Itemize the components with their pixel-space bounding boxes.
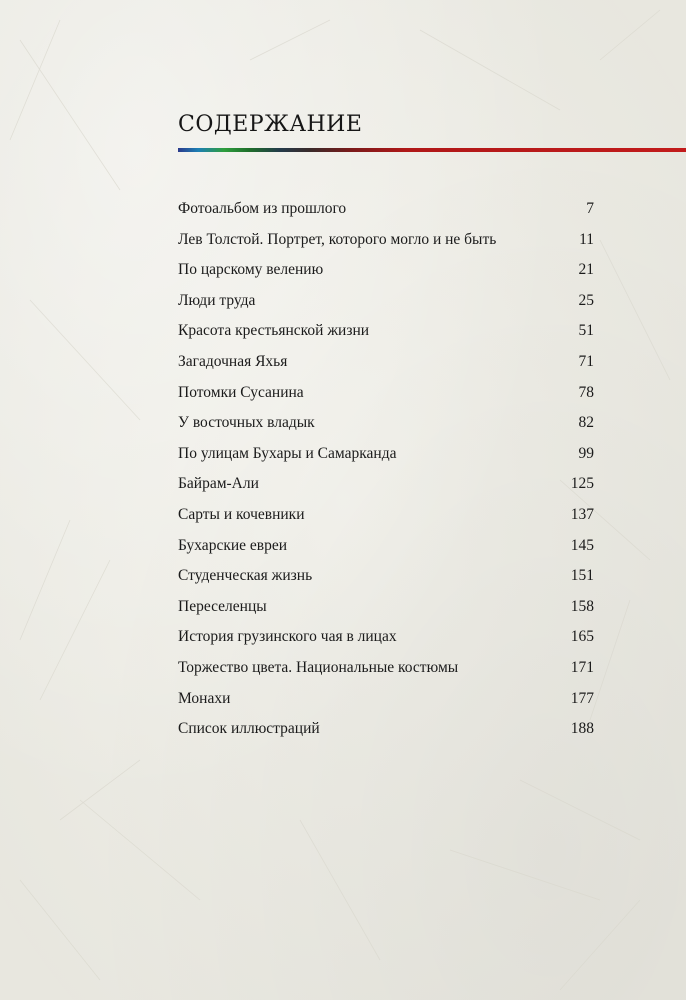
toc-entry-page: 82 — [578, 414, 594, 432]
toc-entry-page: 188 — [570, 720, 594, 738]
toc-entry[interactable] — [178, 261, 594, 292]
toc-entry-title: Монахи — [178, 689, 231, 707]
toc-entry-title: Лев Толстой. Портрет, которого могло и не быть — [178, 230, 497, 248]
toc-entry[interactable] — [178, 445, 594, 476]
toc-entry-title: Переселенцы — [178, 597, 267, 615]
toc-entry-title: Студенческая жизнь — [178, 567, 313, 585]
toc-entry[interactable] — [178, 628, 594, 659]
toc-entry-page: 145 — [570, 536, 594, 554]
toc-entry-page: 11 — [579, 230, 594, 248]
toc-entry[interactable] — [178, 322, 594, 353]
page-title: СОДЕРЖАНИЕ — [178, 112, 363, 137]
toc-entry-page: 177 — [570, 689, 594, 707]
toc-entry-page: 158 — [570, 597, 594, 615]
toc-entry-title: Загадочная Яхья — [178, 352, 288, 370]
toc-entry-page: 137 — [570, 505, 594, 523]
toc-entry[interactable] — [178, 292, 594, 323]
toc-entry-page: 125 — [570, 475, 594, 493]
toc-entry[interactable] — [178, 598, 594, 629]
toc-entry-page: 165 — [570, 628, 594, 646]
toc-entry[interactable] — [178, 475, 594, 506]
toc-entry-title: Байрам-Али — [178, 475, 259, 493]
toc-entry[interactable] — [178, 384, 594, 415]
title-underline — [178, 148, 686, 152]
toc-entry[interactable] — [178, 414, 594, 445]
toc-entry[interactable] — [178, 537, 594, 568]
table-of-contents — [178, 200, 594, 751]
toc-entry[interactable] — [178, 659, 594, 690]
toc-entry-title: Бухарские евреи — [178, 536, 288, 554]
toc-entry-title: Список иллюстраций — [178, 720, 320, 738]
toc-entry-page: 99 — [578, 444, 594, 462]
toc-entry-page: 171 — [570, 658, 594, 676]
toc-entry-title: Красота крестьянской жизни — [178, 322, 370, 340]
toc-entry-title: У восточных владык — [178, 414, 315, 432]
toc-entry-page: 51 — [578, 322, 594, 340]
toc-entry-page: 71 — [578, 352, 594, 370]
toc-entry-title: По улицам Бухары и Самарканда — [178, 444, 397, 462]
toc-entry[interactable] — [178, 231, 594, 262]
toc-entry-title: Люди труда — [178, 291, 256, 309]
toc-entry[interactable] — [178, 353, 594, 384]
toc-entry[interactable] — [178, 690, 594, 721]
toc-entry-page: 21 — [578, 261, 594, 279]
toc-entry[interactable] — [178, 567, 594, 598]
toc-entry-title: Потомки Сусанина — [178, 383, 304, 401]
toc-entry[interactable] — [178, 720, 594, 751]
toc-entry-page: 78 — [578, 383, 594, 401]
toc-entry-page: 7 — [586, 200, 594, 217]
toc-entry-title: История грузинского чая в лицах — [178, 628, 397, 646]
toc-entry-title: Фотоальбом из прошлого — [178, 200, 347, 217]
toc-entry[interactable] — [178, 506, 594, 537]
toc-entry-title: Торжество цвета. Национальные костюмы — [178, 658, 459, 676]
toc-entry-title: Сарты и кочевники — [178, 505, 305, 523]
toc-entry[interactable] — [178, 200, 594, 231]
toc-entry-page: 151 — [570, 567, 594, 585]
toc-entry-title: По царскому велению — [178, 261, 324, 279]
toc-entry-page: 25 — [578, 291, 594, 309]
